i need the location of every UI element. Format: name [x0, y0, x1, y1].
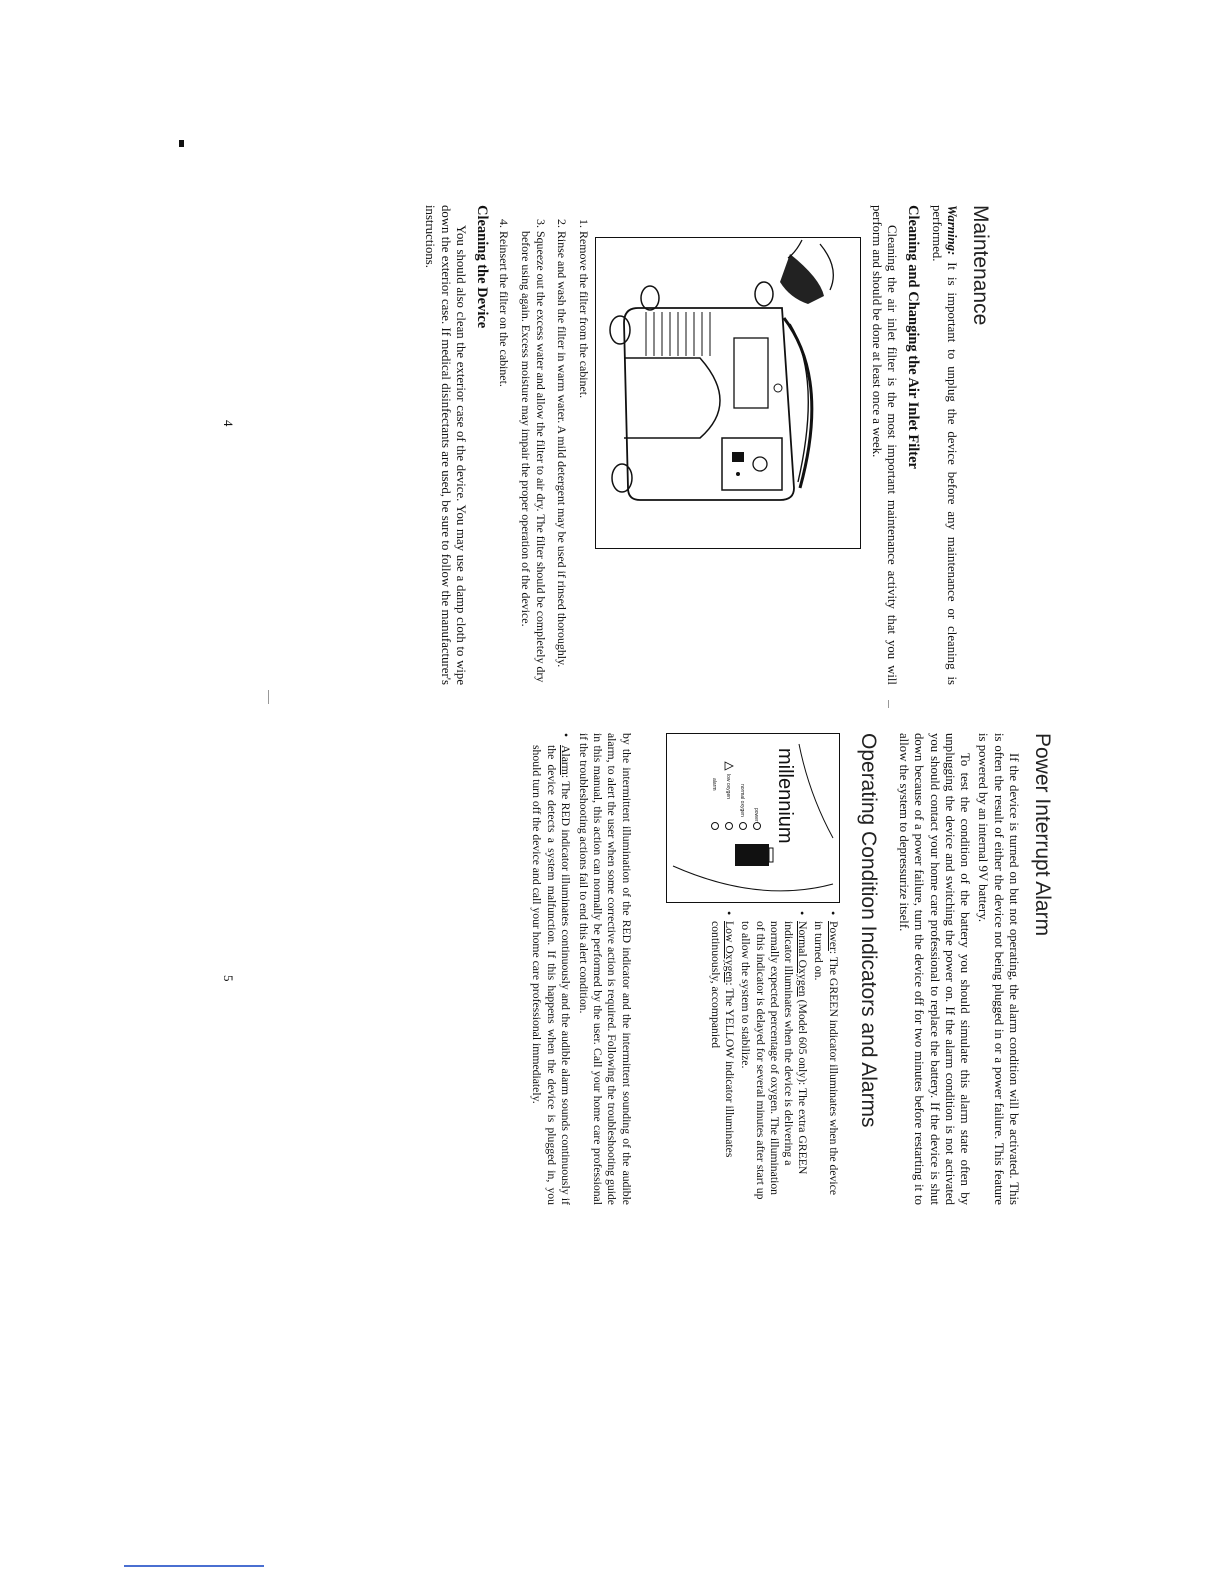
- page-number-left: 4: [221, 420, 236, 427]
- control-panel-illustration: [666, 733, 840, 903]
- indicator-text: : The GREEN indicator illuminates when the device in turned on.: [812, 921, 840, 1196]
- indicators-heading: Operating Condition Indicators and Alarms: [856, 733, 880, 1128]
- maintenance-heading: Maintenance: [969, 205, 992, 326]
- warning-text: It is important to unplug the device before any maintenance or cleaning is performed.: [929, 205, 959, 685]
- indicator-term: Low Oxygen: [723, 921, 737, 983]
- filter-steps-list: [497, 205, 591, 685]
- control-panel-drawing: [667, 734, 839, 902]
- indicator-alarm: [529, 733, 572, 1205]
- power-interrupt-paragraph-2: To test the condition of the battery you should simulate this alarm state often by unplugging the device and switching the power on. If the alarm condition is not activated you should contact your home care professional to replace the battery. If the device is shut down because of a power failure, turn the device off for two minutes before restarting it to allow the system to depressurize itself.: [896, 733, 973, 1205]
- concentrator-drawing: [596, 238, 860, 548]
- maintenance-page: [419, 205, 992, 685]
- panel-label-normal-oxygen: normal oxygen: [738, 784, 745, 817]
- step-item: 1. Remove the filter from the cabinet.: [576, 231, 591, 685]
- page-number-right: 5: [221, 975, 236, 982]
- indicator-term: Normal Oxygen: [796, 921, 810, 997]
- power-interrupt-page: [529, 733, 1054, 1205]
- filter-heading: Cleaning and Changing the Air Inlet Filter: [905, 205, 922, 469]
- scan-mark: [179, 140, 184, 147]
- step-item: 3. Squeeze out the excess water and allow the filter to air dry. The filter should be completely dry before using again. Excess moisture may impair the proper operation of the device.: [518, 231, 547, 685]
- warning-label: Warning:: [945, 205, 959, 256]
- filter-paragraph: Cleaning the air inlet filter is the most important maintenance activity that you will perform and should be done at least once a week.: [870, 205, 900, 685]
- step-item: 2. Rinse and wash the filter in warm water. A mild detergent may be used if rinsed thoroughly.: [555, 231, 570, 685]
- indicator-text: : The RED indicator illuminates continuously and the audible alarm sounds continuously if the device detects a system malfunction. If this happens when the device is plugged in, you should turn off the device and call your home care professional immediately.: [530, 745, 572, 1205]
- indicator-term: Power: [826, 921, 840, 951]
- indicators-block: [635, 733, 840, 1205]
- scan-speck: [888, 700, 889, 708]
- panel-label-low-oxygen: low oxygen: [724, 774, 731, 800]
- indicator-list: [708, 911, 840, 1205]
- indicator-term: Alarm: [558, 745, 572, 775]
- concentrator-illustration: [595, 237, 861, 549]
- power-interrupt-paragraph-1: If the device is turned on but not operating, the alarm condition will be activated. This is often the result of either the device not being plugged in or a power failure. This feature is powered by an internal 9V battery.: [976, 733, 1021, 1205]
- panel-brand: millennium: [773, 748, 796, 844]
- power-interrupt-heading: Power Interrupt Alarm: [1031, 733, 1054, 937]
- warning-paragraph: [928, 205, 959, 685]
- device-cleaning-paragraph: You should also clean the exterior case of the device. You may use a damp cloth to wipe down the exterior case. If medical disinfectants are used, be sure to follow the manufacturer's instructions.: [423, 205, 468, 685]
- indicator-normal-oxygen: [738, 911, 809, 1205]
- indicator-text: : The YELLOW indicator illuminates continuously, accompanied: [709, 921, 737, 1158]
- panel-label-power: power: [752, 808, 759, 822]
- indicator-power: [811, 911, 839, 1205]
- device-cleaning-heading: Cleaning the Device: [473, 205, 490, 329]
- step-item: 4. Reinsert the filter on the cabinet.: [497, 231, 512, 685]
- scan-speck: [268, 690, 269, 704]
- panel-label-alarm: alarm: [710, 778, 717, 791]
- scan-rule: [124, 1565, 264, 1567]
- indicator-text: (Model 605 only): The extra GREEN indicator illuminates when the device is delivering a normally expected percentage of oxygen. The illumination of this indicator is delayed for several minutes after start up to allow the system to stabilize.: [739, 921, 810, 1200]
- indicator-low-oxygen: [708, 911, 736, 1205]
- panel-switch: [735, 844, 769, 866]
- low-oxygen-continuation: by the intermittent illumination of the RED indicator and the intermittent sounding of the audible alarm, to alert the user when some corrective action is required. Following the troubleshooting guide in this manual, this action can normally be performed by the user. Call your home care professional if the troubleshooting actions fail to end this alert condition.: [577, 733, 633, 1205]
